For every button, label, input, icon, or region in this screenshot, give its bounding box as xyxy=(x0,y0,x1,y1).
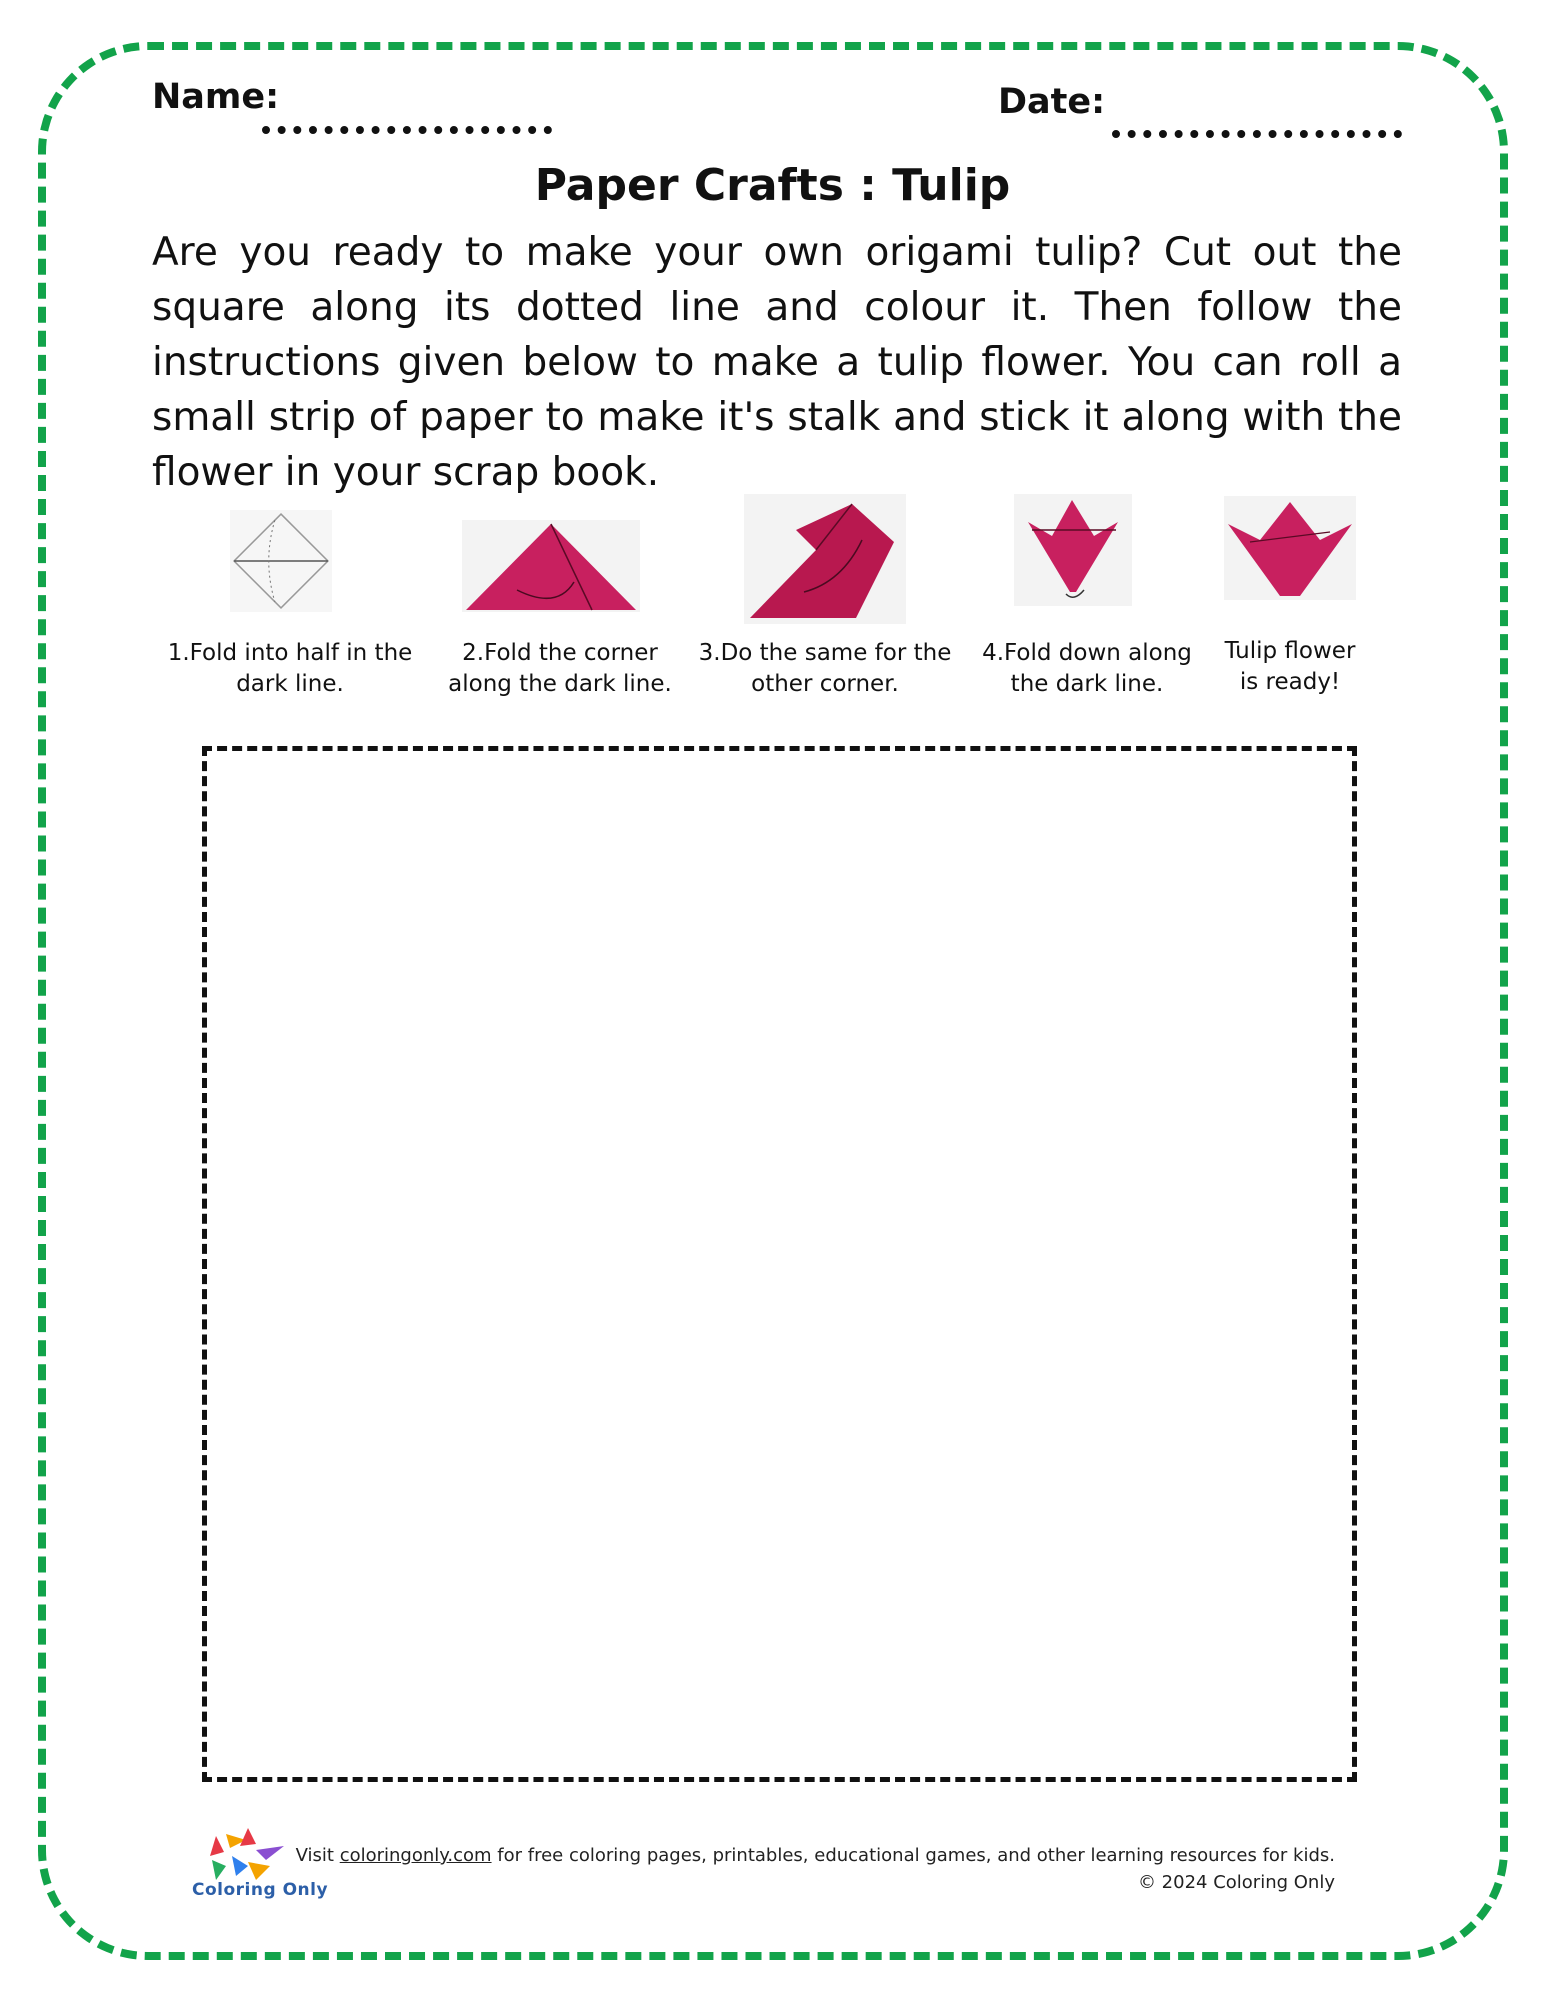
site-link[interactable]: coloringonly.com xyxy=(339,1845,492,1866)
step-4-caption: 4.Fold down along the dark line. xyxy=(982,640,1192,697)
footer-visit-line: Visit coloringonly.com for free coloring pages, printables, educational games, and other learning resources for kids. xyxy=(295,1845,1335,1866)
copyright: © 2024 Coloring Only xyxy=(1137,1872,1335,1893)
fold-down-icon xyxy=(1014,494,1132,606)
page-title: Paper Crafts : Tulip xyxy=(534,160,1011,211)
corner-fold-icon xyxy=(744,494,906,624)
date-label: Date: xyxy=(998,82,1106,122)
step-5-caption: Tulip flower is ready! xyxy=(1224,638,1356,695)
date-field[interactable] xyxy=(1112,130,1402,138)
tulip-icon xyxy=(1224,496,1356,600)
name-field[interactable] xyxy=(262,126,552,134)
step-1-caption: 1.Fold into half in the dark line. xyxy=(167,640,413,697)
cut-out-square[interactable] xyxy=(202,746,1357,1782)
intro-paragraph: Are you ready to make your own origami tulip? Cut out the square along its dotted line and colour it. Then follow the instructions given below to make a tulip flower. You can roll a small strip of paper to make it's stalk and stick it along with the flower in your scrap book. xyxy=(152,230,1402,495)
triangle-icon xyxy=(462,520,640,612)
square-fold-icon xyxy=(230,510,332,612)
name-label: Name: xyxy=(152,77,280,117)
footer-note xyxy=(296,1842,1335,1896)
step-2-caption: 2.Fold the corner along the dark line. xyxy=(448,640,672,697)
step-3-caption: 3.Do the same for the other corner. xyxy=(698,640,952,697)
logo-text: Coloring Only xyxy=(192,1880,329,1900)
